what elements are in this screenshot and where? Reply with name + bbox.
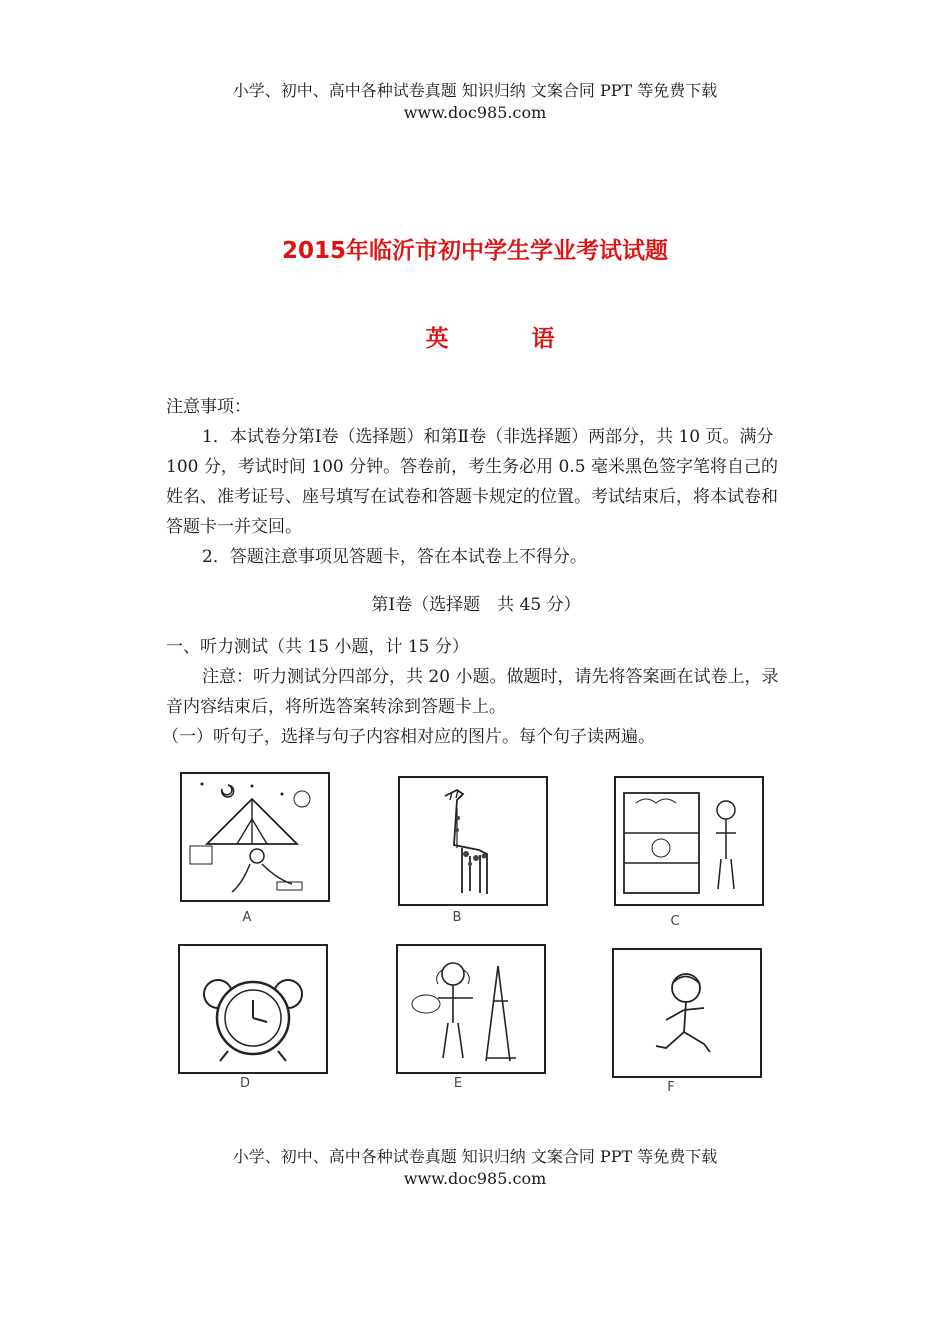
picture-d-label: D xyxy=(239,1076,250,1091)
exam-title: 2015年临沂市初中学生学业考试试题 xyxy=(281,238,668,264)
notice-heading: 注意事项： xyxy=(166,397,251,417)
subject-title: 英 语 xyxy=(425,326,585,352)
camping-tent-icon xyxy=(182,774,328,900)
sub-section-1: （一）听句子，选择与句子内容相对应的图片。每个句子读两遍。 xyxy=(162,727,655,747)
header-link[interactable]: www.doc985.com xyxy=(403,103,547,122)
page-footer xyxy=(0,1146,950,1190)
picture-e-label: E xyxy=(453,1076,463,1091)
notice-item-1: 1．本试卷分第Ⅰ卷（选择题）和第Ⅱ卷（非选择题）两部分，共 10 页。满分 100 分，考试时间 100 分钟。答卷前，考生务必用 0.5 毫米黑色签字笔将自己的姓名、准考证号、座号填写在试卷和答题卡规定的位置。考试结束后，将本试卷和答题卡一并交回。 xyxy=(166,427,778,537)
running-boy-icon xyxy=(614,950,760,1076)
picture-a xyxy=(180,772,330,902)
section1-heading: 一、听力测试（共 15 小题，计 15 分） xyxy=(166,637,469,657)
footer-line1: 小学、初中、高中各种试卷真题 知识归纳 文案合同 PPT 等免费下载 xyxy=(232,1147,718,1166)
listening-note: 注意：听力测试分四部分，共 20 小题。做题时，请先将答案画在试卷上，录音内容结束后，将所选答案转涂到答题卡上。 xyxy=(166,667,779,717)
bedroom-icon xyxy=(616,778,762,904)
picture-a-label: A xyxy=(242,910,252,925)
footer-link[interactable]: www.doc985.com xyxy=(403,1169,547,1188)
notice-item-2: 2．答题注意事项见答题卡，答在本试卷上不得分。 xyxy=(202,547,587,567)
notice-section xyxy=(166,392,786,572)
giraffe-icon xyxy=(400,778,546,904)
girl-painting-icon xyxy=(398,946,544,1072)
part1-section xyxy=(162,590,786,752)
picture-b-label: B xyxy=(452,910,462,925)
part1-heading: 第Ⅰ卷（选择题 共 45 分） xyxy=(371,595,581,615)
header-line1: 小学、初中、高中各种试卷真题 知识归纳 文案合同 PPT 等免费下载 xyxy=(232,81,718,100)
page-header xyxy=(0,80,950,124)
alarm-clock-icon xyxy=(180,946,326,1072)
picture-f xyxy=(612,948,762,1078)
picture-c xyxy=(614,776,764,906)
picture-c-label: C xyxy=(670,914,680,929)
picture-f-label: F xyxy=(667,1080,675,1095)
picture-e xyxy=(396,944,546,1074)
picture-b xyxy=(398,776,548,906)
picture-d xyxy=(178,944,328,1074)
